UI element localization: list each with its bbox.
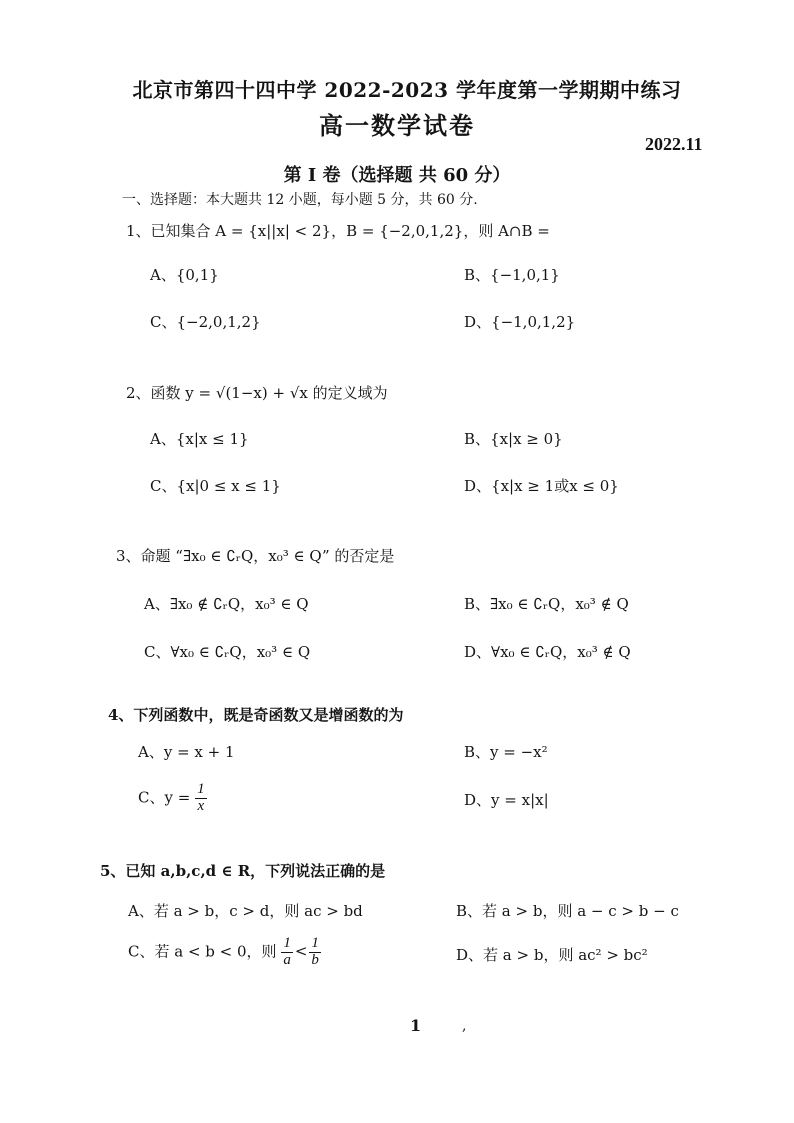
fraction-numerator: 1	[283, 935, 291, 951]
fraction-denominator: x	[197, 797, 205, 814]
question-5-option-d: D、若 a > b，则 ac² > bc²	[456, 946, 648, 964]
question-4-option-a: A、y = x + 1	[138, 743, 235, 761]
question-4-option-c	[138, 782, 207, 815]
question-5-option-c-label: C、若 a < b < 0，则	[128, 942, 282, 961]
question-4-option-c-label: C、y =	[138, 788, 196, 807]
fraction-denominator: a	[283, 951, 291, 968]
question-3-option-b: B、∃x₀ ∈ ∁ᵣQ，x₀³ ∉ Q	[464, 595, 629, 613]
question-3-option-a: A、∃x₀ ∉ ∁ᵣQ，x₀³ ∈ Q	[144, 595, 309, 613]
question-1-option-d: D、{−1,0,1,2}	[464, 313, 576, 331]
exam-title-line2: 高一数学试卷	[319, 111, 475, 140]
fraction-numerator: 1	[311, 935, 319, 951]
question-1-option-c: C、{−2,0,1,2}	[150, 313, 261, 331]
exam-title-line1: 北京市第四十四中学 2022-2023 学年度第一学期期中练习	[132, 78, 682, 102]
question-1-stem: 1、已知集合 A = {x||x| < 2}，B = {−2,0,1,2}，则 A∩B =	[126, 222, 550, 240]
question-4-stem: 4、下列函数中，既是奇函数又是增函数的为	[108, 706, 404, 724]
question-5-option-c-fraction-left	[281, 936, 293, 969]
question-2-option-c: C、{x|0 ≤ x ≤ 1}	[150, 477, 281, 495]
question-1-option-b: B、{−1,0,1}	[464, 266, 560, 284]
question-2-option-b: B、{x|x ≥ 0}	[464, 430, 563, 448]
question-1-option-a: A、{0,1}	[150, 266, 219, 284]
question-4-option-c-fraction	[195, 782, 207, 815]
question-5-option-c	[128, 936, 321, 969]
page-number: 1	[410, 1016, 422, 1035]
question-5-stem: 5、已知 a,b,c,d ∈ R，下列说法正确的是	[100, 862, 386, 880]
question-3-option-c: C、∀x₀ ∈ ∁ᵣQ，x₀³ ∈ Q	[144, 643, 311, 661]
question-3-stem: 3、命题 “∃x₀ ∈ ∁ᵣQ，x₀³ ∈ Q” 的否定是	[116, 547, 395, 565]
page-mark: ,	[462, 1018, 467, 1034]
question-5-option-a: A、若 a > b，c > d，则 ac > bd	[128, 902, 363, 920]
fraction-denominator: b	[311, 951, 319, 968]
question-5-option-b: B、若 a > b，则 a − c > b − c	[456, 902, 679, 920]
question-5-option-c-relation: <	[294, 942, 308, 961]
question-2-option-d: D、{x|x ≥ 1或x ≤ 0}	[464, 477, 619, 495]
exam-date: 2022.11	[645, 134, 703, 154]
question-4-option-b: B、y = −x²	[464, 743, 548, 761]
section-heading: 第 I 卷（选择题 共 60 分）	[283, 165, 511, 186]
question-3-option-d: D、∀x₀ ∈ ∁ᵣQ，x₀³ ∉ Q	[464, 643, 631, 661]
section-instructions: 一、选择题：本大题共 12 小题，每小题 5 分，共 60 分.	[122, 192, 478, 208]
question-4-option-d: D、y = x|x|	[464, 791, 549, 809]
question-5-option-c-fraction-right	[309, 936, 321, 969]
question-2-stem: 2、函数 y = √(1−x) + √x 的定义域为	[126, 384, 388, 402]
question-2-option-a: A、{x|x ≤ 1}	[150, 430, 249, 448]
fraction-numerator: 1	[197, 781, 205, 797]
